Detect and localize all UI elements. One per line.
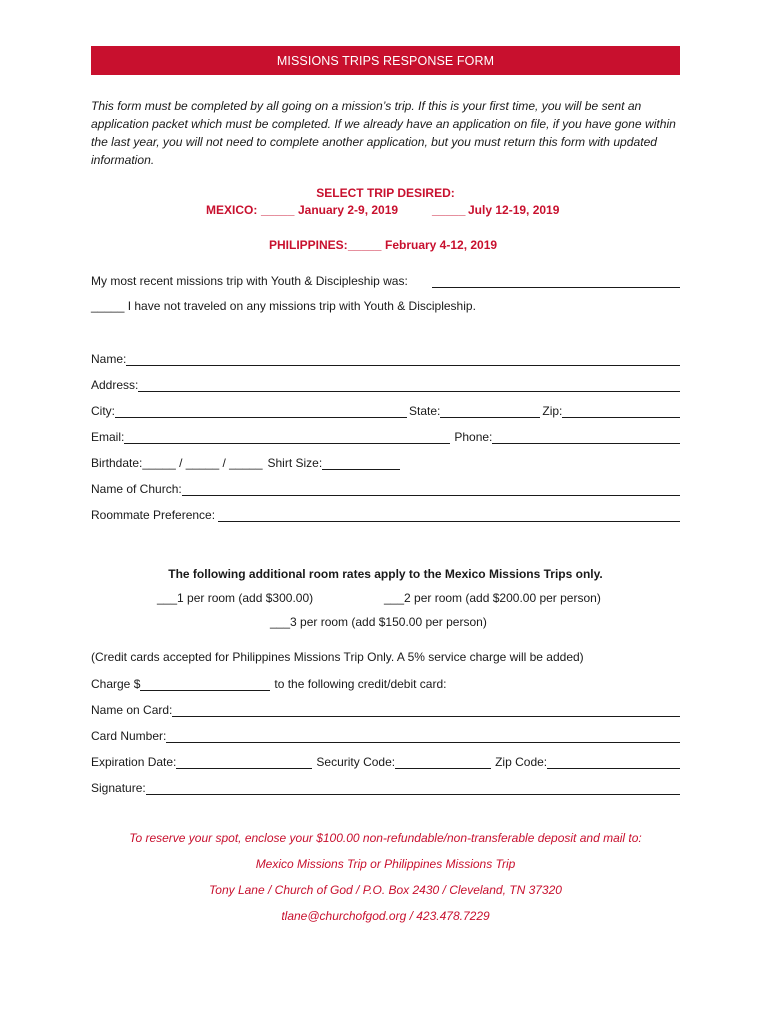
email-phone-row — [91, 428, 680, 444]
philippines-date: February 4-12, 2019 — [385, 238, 498, 252]
mexico-jan-checkbox[interactable]: _____ — [261, 203, 295, 217]
rate-1-checkbox[interactable]: ___ — [157, 591, 178, 605]
rate-1-label: 1 per room (add $300.00) — [177, 591, 314, 605]
name-on-card-input[interactable] — [172, 704, 680, 717]
signature-row — [91, 779, 680, 795]
state-input[interactable] — [440, 405, 540, 418]
mailing-address: Tony Lane / Church of God / P.O. Box 2430 / Cleveland, TN 37320 — [209, 883, 562, 897]
state-label: State: — [409, 404, 441, 418]
rate-3-checkbox[interactable]: ___ — [270, 615, 291, 629]
charge-label: Charge $ — [91, 677, 141, 691]
no-trip-checkbox[interactable]: _____ — [91, 299, 125, 313]
birthdate-row — [91, 454, 680, 470]
philippines-checkbox[interactable]: _____ — [348, 238, 382, 252]
name-on-card-row — [91, 701, 680, 717]
credit-card-note: (Credit cards accepted for Philippines Missions Trip Only. A 5% service charge will be added) — [91, 650, 584, 664]
name-on-card-label: Name on Card: — [91, 703, 173, 717]
church-row — [91, 480, 680, 496]
expiration-row — [91, 753, 680, 769]
zip-code-label: Zip Code: — [495, 755, 548, 769]
form-title: MISSIONS TRIPS RESPONSE FORM — [276, 53, 495, 68]
rate-2-label: 2 per room (add $200.00 per person) — [404, 591, 601, 605]
city-label: City: — [91, 404, 115, 418]
expiration-label: Expiration Date: — [91, 755, 177, 769]
phone-label: Phone: — [454, 430, 493, 444]
charge-amount-input[interactable] — [140, 678, 270, 691]
email-label: Email: — [91, 430, 125, 444]
rate-option-2 — [384, 591, 601, 605]
form-title-banner — [91, 46, 680, 75]
card-number-input[interactable] — [166, 730, 680, 743]
church-label: Name of Church: — [91, 482, 182, 496]
intro-paragraph: This form must be completed by all going on a mission’s trip. If this is your first time, you will be sent an application packet which must be completed. If we already have an application on file, if you have gone within the last year, you will not need to complete another application, but you must return this form with updated information. — [91, 99, 676, 167]
birthdate-input[interactable]: _____ / _____ / _____ — [142, 456, 263, 470]
name-row — [91, 350, 680, 366]
phone-input[interactable] — [492, 431, 680, 444]
birthdate-label: Birthdate: — [91, 456, 143, 470]
trip-names: Mexico Missions Trip or Philippines Missions Trip — [255, 857, 516, 871]
zip-label: Zip: — [542, 404, 563, 418]
name-input[interactable] — [126, 353, 680, 366]
roommate-label: Roommate Preference: — [91, 508, 216, 522]
zip-code-input[interactable] — [547, 756, 680, 769]
card-number-row — [91, 727, 680, 743]
no-trip-row — [91, 299, 476, 313]
roommate-row — [91, 506, 680, 522]
rate-2-checkbox[interactable]: ___ — [384, 591, 405, 605]
zip-input[interactable] — [562, 405, 680, 418]
mexico-jan-date: January 2-9, 2019 — [298, 203, 399, 217]
signature-label: Signature: — [91, 781, 146, 795]
card-number-label: Card Number: — [91, 729, 167, 743]
city-state-zip-row — [91, 402, 680, 418]
security-code-label: Security Code: — [316, 755, 396, 769]
room-rates-heading: The following additional room rates apply to the Mexico Missions Trips only. — [168, 567, 603, 581]
expiration-input[interactable] — [176, 756, 312, 769]
recent-trip-input[interactable] — [432, 275, 680, 288]
email-input[interactable] — [124, 431, 450, 444]
address-label: Address: — [91, 378, 139, 392]
no-trip-label: I have not traveled on any missions trip with Youth & Discipleship. — [127, 299, 476, 313]
recent-trip-row — [91, 272, 680, 288]
recent-trip-label: My most recent missions trip with Youth & Discipleship was: — [91, 274, 408, 288]
roommate-input[interactable] — [218, 509, 680, 522]
church-input[interactable] — [182, 483, 680, 496]
address-input[interactable] — [138, 379, 680, 392]
rate-option-3 — [270, 615, 487, 629]
contact-info: tlane@churchofgod.org / 423.478.7229 — [281, 909, 490, 923]
rate-option-1 — [157, 591, 313, 605]
charge-row — [91, 675, 680, 691]
rate-3-label: 3 per room (add $150.00 per person) — [290, 615, 487, 629]
mexico-jul-checkbox[interactable]: _____ — [432, 203, 466, 217]
city-input[interactable] — [115, 405, 407, 418]
shirt-size-input[interactable] — [322, 457, 400, 470]
mexico-jul-date: July 12-19, 2019 — [468, 203, 560, 217]
mexico-label: MEXICO: — [206, 203, 258, 217]
signature-input[interactable] — [146, 782, 680, 795]
address-row — [91, 376, 680, 392]
shirt-size-label: Shirt Size: — [267, 456, 323, 470]
trip-select-heading: SELECT TRIP DESIRED: — [316, 186, 455, 200]
charge-suffix: to the following credit/debit card: — [274, 677, 447, 691]
security-code-input[interactable] — [395, 756, 491, 769]
philippines-label: PHILIPPINES: — [269, 238, 348, 252]
name-label: Name: — [91, 352, 127, 366]
deposit-instructions: To reserve your spot, enclose your $100.00 non-refundable/non-transferable deposit and mail to: — [129, 831, 642, 845]
